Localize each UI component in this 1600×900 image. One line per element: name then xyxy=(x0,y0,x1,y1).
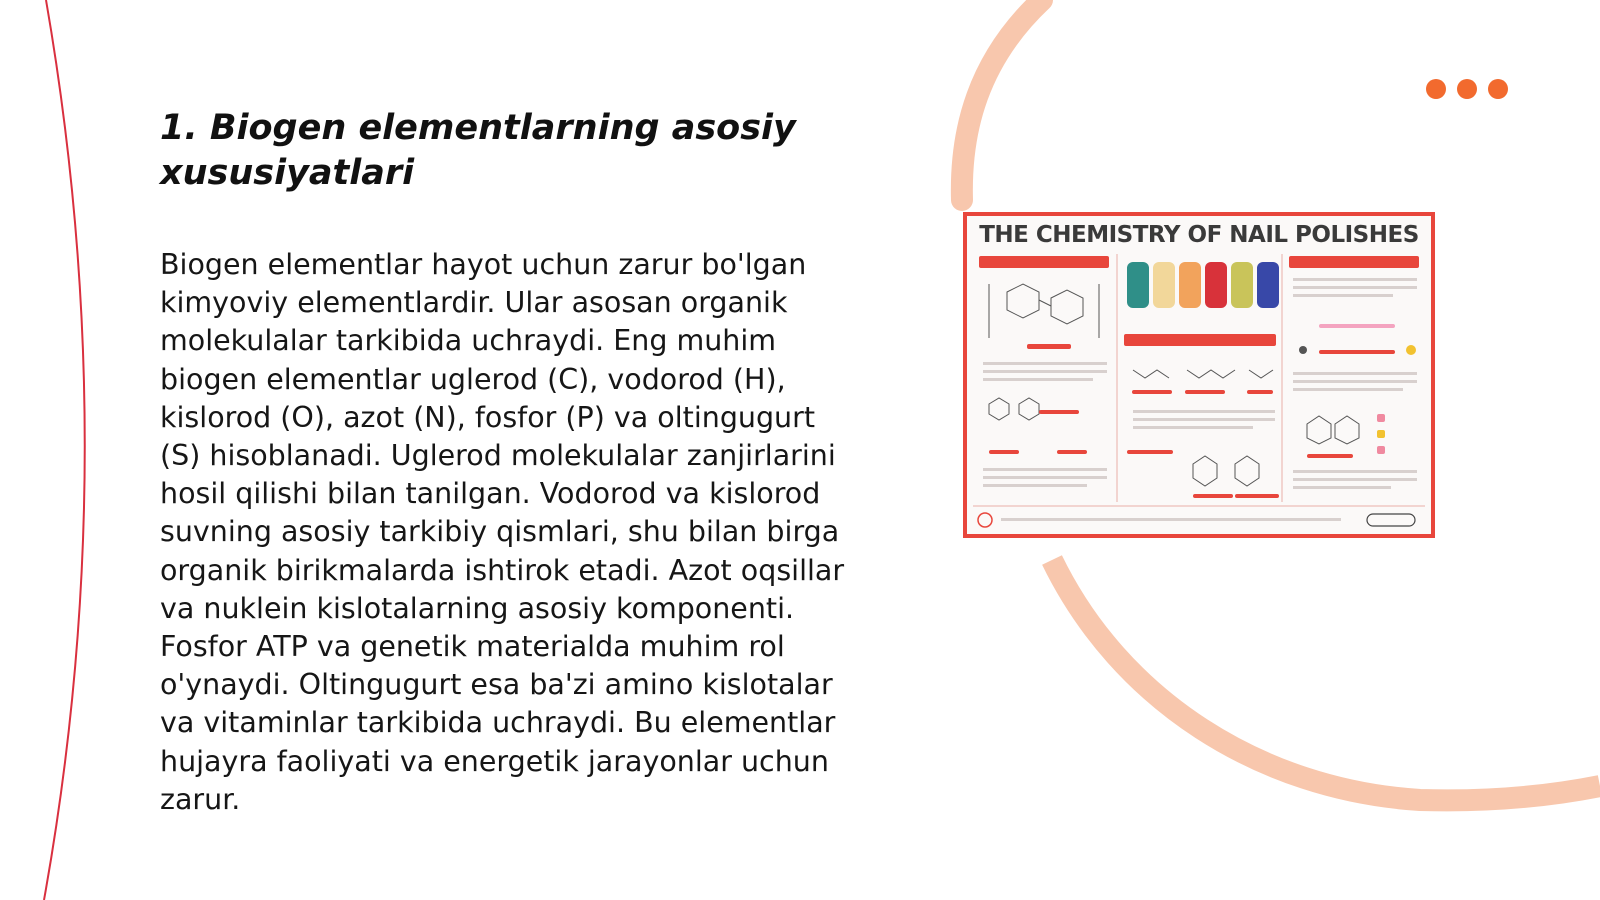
poster-illustration xyxy=(967,254,1431,534)
dot-3 xyxy=(1488,79,1508,99)
more-dots-icon xyxy=(1426,79,1508,99)
slide-body-text: Biogen elementlar hayot uchun zarur bo'lgan kimyoviy elementlardir. Ular asosan organik molekulalar tarkibida uchraydi. Eng muhim biogen elementlar uglerod (C), vodorod (H), kislorod (O), azot (N), fosfor (P) va oltingugurt (S) hisoblanadi. Uglerod molekulalar zanjirlarini hosil qilishi bilan tanilgan. Vodorod va kislorod suvning asosiy tarkibiy qismlari, shu bilan birga organik birikmalarda ishtirok etadi. Azot oqsillar va nuklein kislotalarning asosiy komponenti. Fosfor ATP va genetik materialda muhim rol o'ynaydi. Oltingugurt esa ba'zi amino kislotalar va vitaminlar tarkibida uchraydi. Bu elementlar hujayra faoliyati va energetik jarayonlar uchun zarur. xyxy=(160,248,845,816)
poster-title: THE CHEMISTRY OF NAIL POLISHES xyxy=(979,222,1419,248)
slide-title: 1. Biogen elementlarning asosiy xususiyatlari xyxy=(160,108,796,193)
dot-2 xyxy=(1457,79,1477,99)
left-decorative-arc xyxy=(0,0,120,900)
dot-1 xyxy=(1426,79,1446,99)
nail-polish-poster-image xyxy=(963,212,1435,538)
